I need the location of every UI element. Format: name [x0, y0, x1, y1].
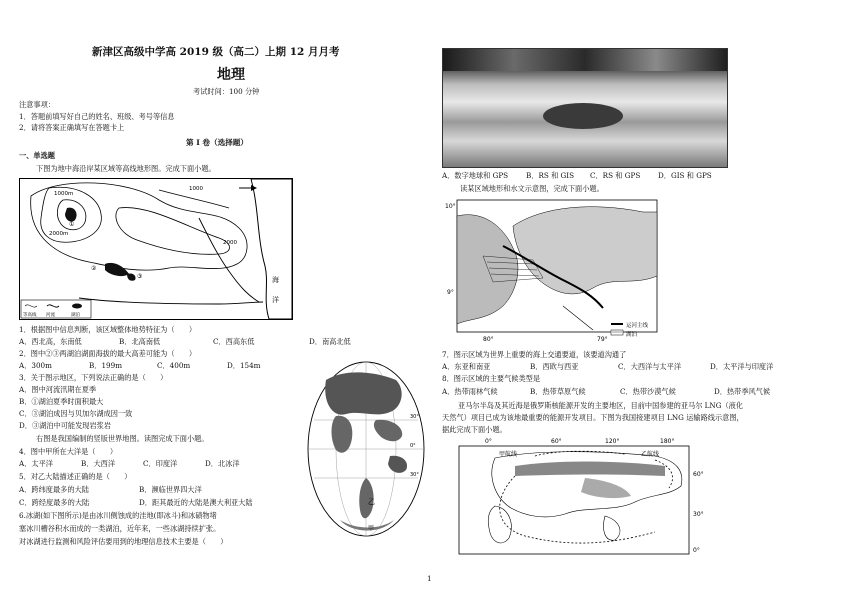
lon-label: 0° — [485, 438, 492, 445]
lat-label: 10° — [445, 203, 456, 210]
option-b[interactable]: B．199m — [89, 361, 123, 370]
option-b[interactable]: B．西欧与西亚 — [530, 362, 579, 371]
question-text: 塞冰川槽谷积水而成的一类湖泊，近年来，一些冰湖持续扩张。 — [19, 524, 221, 533]
intro-lng: 据此完成下面小题。 — [442, 425, 507, 434]
option-d[interactable]: D．热带季风气候 — [714, 387, 771, 396]
contour-label: 1000 — [189, 186, 203, 192]
lat-label: 9° — [447, 289, 454, 296]
option-d[interactable]: D．③湖泊中可能发现岩浆岩 — [19, 421, 112, 430]
page-number: 1 — [427, 574, 432, 583]
intro-lng: 亚马尔半岛及其近海是俄罗斯核能源开发的主要地区，目前中国参建的亚马尔 LNG（液化 — [458, 401, 744, 410]
contour-label: 2000m — [49, 231, 69, 237]
exam-time: 考试时间：100 分钟 — [193, 87, 260, 96]
notice-item: 1．答题前填写好自己的姓名、班级、考号等信息 — [19, 112, 175, 121]
option-a[interactable]: A．跨纬度最多的大陆 — [19, 485, 89, 494]
question-stem: 1．根据图中信息判断，该区域整体地势特征为（ ） — [19, 325, 197, 334]
lat-label: 60° — [693, 471, 704, 478]
contour-label: 1000m — [54, 191, 74, 197]
option-c[interactable]: C．RS 和 GPS — [590, 171, 641, 180]
globe-lat-label: 30° — [410, 414, 419, 420]
lake-label: ② — [91, 265, 97, 272]
option-c[interactable]: C．印度洋 — [143, 459, 178, 468]
intro-canal-map: 读某区域地形和水文示意图，完成下面小题。 — [460, 184, 604, 193]
lon-label: 60° — [551, 438, 562, 445]
option-a[interactable]: A．300m — [19, 361, 52, 370]
option-a[interactable]: A．图中河流汛期在夏季 — [19, 385, 97, 394]
intro-lng: 天然气）项目已成为该地最重要的能源开发项目。下图为我国接建项目 LNG 运输路线示意图， — [442, 413, 744, 422]
vertical-world-map — [306, 360, 426, 538]
lake-label: ① — [69, 221, 75, 228]
option-b[interactable]: B．大西洋 — [81, 459, 116, 468]
notice-item: 2．请将答案正确填写在答题卡上 — [19, 123, 125, 132]
question-text: 对冰湖进行监测和风险评估要用到的地理信息技术主要是（ ） — [19, 537, 228, 546]
sea-label: 洋 — [272, 296, 279, 304]
globe-label-jia: 甲 — [368, 525, 375, 532]
part-heading: 第 I 卷（选择题） — [186, 138, 248, 147]
option-a[interactable]: A．西北高，东南低 — [19, 337, 82, 346]
globe-lat-label: 0° — [410, 443, 416, 449]
route-label: 甲航线 — [499, 451, 518, 458]
sea-label: 海 — [272, 276, 279, 284]
option-b[interactable]: B．北高南低 — [119, 337, 161, 346]
question-stem: 4．图中甲所在大洋是（ ） — [19, 447, 118, 456]
option-c[interactable]: C．大西洋与太平洋 — [618, 362, 682, 371]
legend-lake: 湖泊 — [71, 313, 80, 318]
legend-river: 河流 — [46, 313, 55, 318]
canal-map — [443, 196, 679, 344]
option-b[interactable]: B．热带草原气候 — [530, 387, 586, 396]
option-c[interactable]: C．③湖泊成因与贝加尔湖成因一致 — [19, 409, 133, 418]
option-d[interactable]: D．北冰洋 — [205, 459, 240, 468]
question-stem: 2．图中②③两湖泊湖面海拔的最大高差可能为（ ） — [19, 349, 197, 358]
contour-label: 2000 — [223, 240, 237, 246]
option-d[interactable]: D．距其最近的大陆是澳大利亚大陆 — [139, 498, 253, 507]
option-c[interactable]: C．热带沙漠气候 — [620, 387, 676, 396]
lon-label: 80° — [483, 336, 494, 343]
legend-lake: 湖泊 — [626, 332, 638, 338]
lon-label: 180° — [660, 438, 675, 445]
question-stem: 8．图示区域的主要气候类型是 — [442, 374, 541, 383]
legend-canal: 运河主线 — [626, 323, 649, 329]
option-b[interactable]: B．①湖泊夏季时面积最大 — [19, 397, 104, 406]
option-a[interactable]: A．热带雨林气候 — [442, 387, 498, 396]
route-label: 乙航线 — [641, 451, 660, 458]
option-d[interactable]: D．太平洋与印度洋 — [710, 362, 774, 371]
notice-heading: 注意事项： — [19, 100, 55, 109]
question-stem: 5．对乙大陆描述正确的是（ ） — [19, 472, 132, 481]
exam-title: 新津区高级中学高 2019 级（高二）上期 12 月月考 — [92, 46, 340, 58]
legend-contour: 等高线 — [23, 313, 37, 318]
section-heading: 一、单选题 — [19, 151, 55, 160]
subject-title: 地理 — [217, 67, 245, 83]
option-c[interactable]: C．西高东低 — [213, 337, 255, 346]
option-c[interactable]: C．400m — [157, 361, 191, 370]
option-a[interactable]: A．数字地球和 GPS — [442, 171, 509, 180]
globe-lat-label: 30° — [410, 472, 419, 478]
lat-label: 0° — [693, 547, 700, 554]
lake-label: ③ — [137, 273, 143, 280]
contour-map — [19, 178, 293, 320]
question-stem: 7．图示区域为世界上重要的海上交通要道，该要道沟通了 — [442, 350, 627, 359]
question-text: 6.冰湖(如下图所示)是由冰川侧蚀成的洼地(即冰斗)和冰碛物堵 — [19, 511, 217, 520]
option-c[interactable]: C．跨经度最多的大陆 — [19, 498, 90, 507]
intro-contour-map: 下图为地中海沿岸某区域等高线地形图。完成下面小题。 — [36, 164, 216, 173]
lon-label: 79° — [597, 336, 608, 343]
option-a[interactable]: A．太平洋 — [19, 459, 53, 468]
glacier-lake-photo — [442, 48, 728, 168]
option-b[interactable]: B．RS 和 GIS — [526, 171, 575, 180]
globe-label-yi: 乙 — [368, 498, 375, 506]
option-b[interactable]: B．濒临世界四大洋 — [139, 485, 202, 494]
option-d[interactable]: D．南高北低 — [309, 337, 351, 346]
lat-label: 30° — [693, 511, 704, 518]
option-a[interactable]: A．东亚和南亚 — [442, 362, 491, 371]
option-d[interactable]: D．154m — [227, 361, 261, 370]
question-stem: 3．关于图示地区，下列说法正确的是（ ） — [19, 373, 168, 382]
lng-route-map — [455, 436, 715, 560]
intro-world-map: 右图是我国编制的竖版世界地图。读图完成下面小题。 — [36, 434, 209, 443]
lon-label: 120° — [605, 438, 620, 445]
option-d[interactable]: D．GIS 和 GPS — [658, 171, 712, 180]
